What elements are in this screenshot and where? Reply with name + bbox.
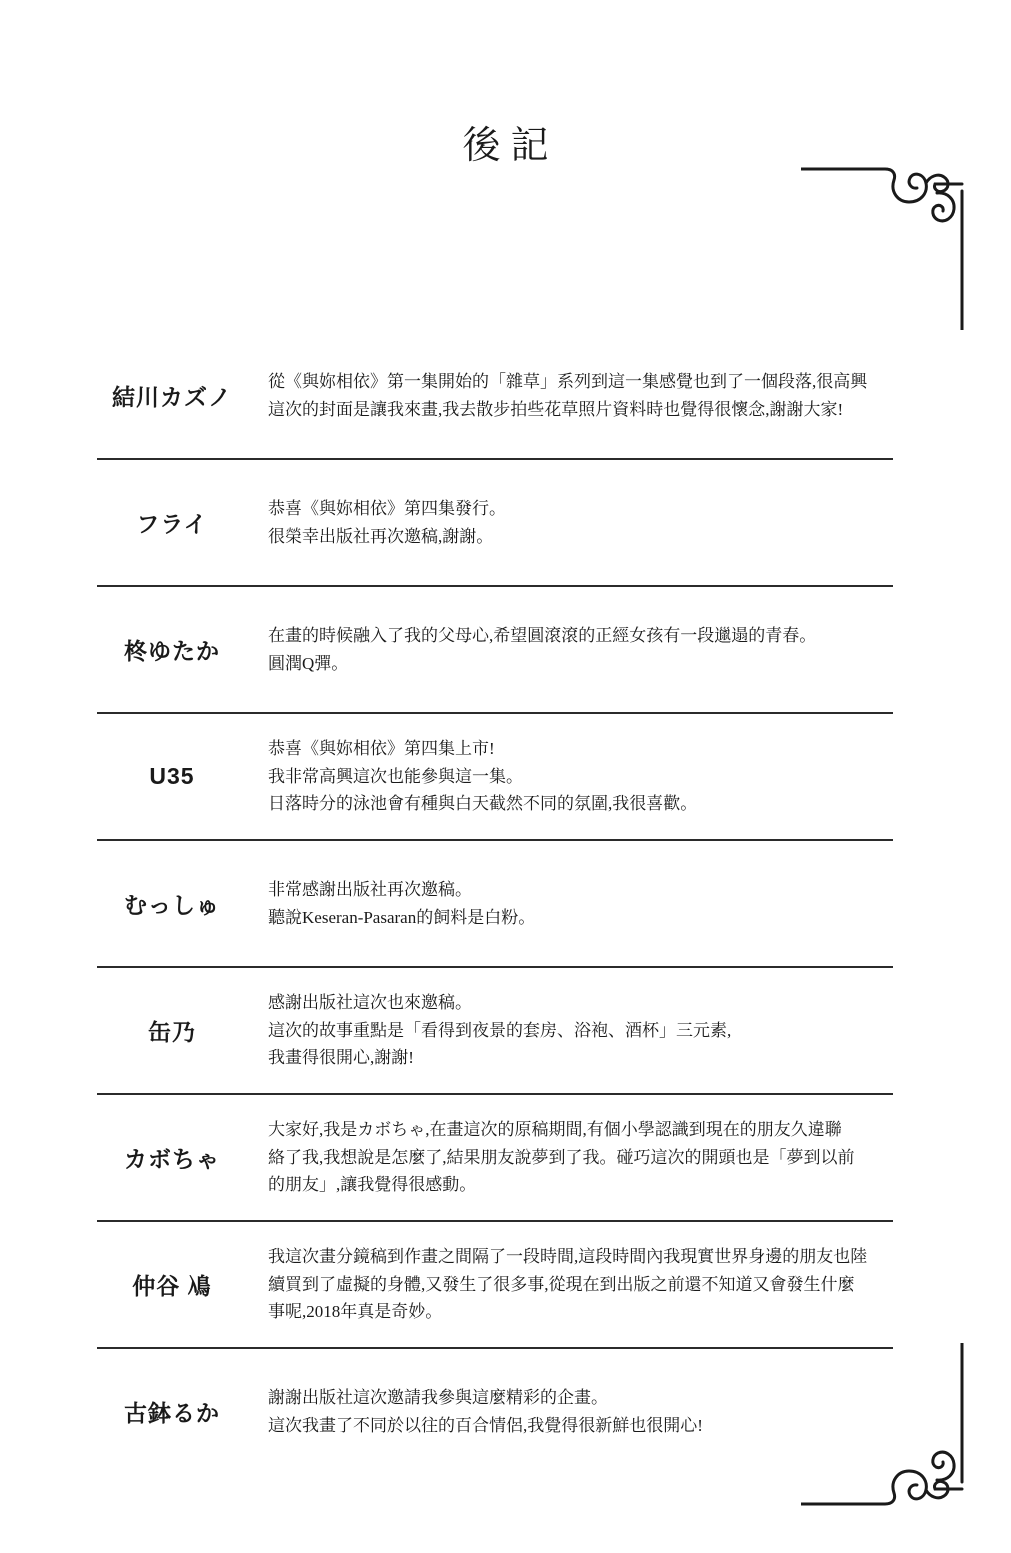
entry-row — [97, 1222, 893, 1349]
comment-line: 非常感謝出版社再次邀稿。 — [268, 880, 472, 899]
comment-line: 從《與妳相依》第一集開始的「雜草」系列到這一集感覺也到了一個段落,很高興 — [268, 372, 868, 391]
comment-line: 這次我畫了不同於以往的百合情侶,我覺得很新鮮也很開心! — [268, 1415, 703, 1435]
page-title: 後記 — [462, 125, 559, 167]
comment-line: 聽說Keseran-Pasaran的飼料是白粉。 — [268, 907, 536, 927]
author-comment — [247, 1243, 893, 1326]
entry-row — [97, 1349, 893, 1474]
comment-line: 圓潤Q彈。 — [268, 653, 349, 673]
comment-line: 感謝出版社這次也來邀稿。 — [268, 993, 472, 1013]
author-name: 仲谷 鳰 — [132, 1273, 212, 1299]
comment-line: 我這次畫分鏡稿到作畫之間隔了一段時間,這段時間內我現實世界身邊的朋友也陸 — [268, 1247, 868, 1267]
comment-line: 謝謝出版社這次邀請我參與這麼精彩的企畫。 — [268, 1388, 608, 1407]
comment-line: 在畫的時候融入了我的父母心,希望圓滾滾的正經女孩有一段邋遢的青春。 — [268, 626, 817, 645]
author-comment — [247, 495, 893, 550]
comment-line: 絡了我,我想說是怎麼了,結果朋友說夢到了我。碰巧這次的開頭也是「夢到以前 — [268, 1147, 855, 1167]
author-comment — [247, 1116, 893, 1199]
author-name: カボちゃ — [124, 1146, 220, 1172]
author-comment — [247, 735, 893, 818]
author-name: 結川カズノ — [112, 384, 232, 410]
author-name: 柊ゆたか — [124, 638, 220, 664]
entry-row — [97, 587, 893, 714]
comment-line: 這次的封面是讓我來畫,我去散步拍些花草照片資料時也覺得很懷念,謝謝大家! — [268, 399, 844, 419]
author-comment — [247, 1384, 893, 1439]
entry-row — [97, 333, 893, 460]
author-name: U35 — [149, 763, 195, 789]
comment-line: 我畫得很開心,謝謝! — [268, 1048, 414, 1068]
comment-line: 的朋友」,讓我覺得很感動。 — [268, 1175, 477, 1195]
entry-row — [97, 841, 893, 968]
comment-line: 很榮幸出版社再次邀稿,謝謝。 — [268, 526, 494, 546]
author-comment — [247, 989, 893, 1072]
author-comment — [247, 876, 893, 931]
author-comment — [247, 368, 893, 423]
comment-line: 恭喜《與妳相依》第四集上市! — [268, 739, 495, 759]
comment-line: 這次的故事重點是「看得到夜景的套房、浴袍、酒杯」三元素, — [268, 1020, 732, 1040]
author-name: 古鉢るか — [124, 1400, 220, 1426]
corner-flourish-icon — [801, 148, 973, 330]
comment-line: 大家好,我是カボちゃ,在畫這次的原稿期間,有個小學認識到現在的朋友久違聯 — [268, 1120, 842, 1140]
entry-row — [97, 460, 893, 587]
afterword-entries — [97, 333, 893, 1474]
author-name: フライ — [136, 511, 208, 537]
entry-row — [97, 1095, 893, 1222]
comment-line: 事呢,2018年真是奇妙。 — [268, 1302, 443, 1322]
comment-line: 我非常高興這次也能參與這一集。 — [268, 766, 523, 786]
entry-row — [97, 714, 893, 841]
author-name: 缶乃 — [148, 1019, 196, 1045]
comment-line: 日落時分的泳池會有種與白天截然不同的氛圍,我很喜歡。 — [268, 794, 698, 814]
comment-line: 續買到了虛擬的身體,又發生了很多事,從現在到出版之前還不知道又會發生什麼 — [268, 1274, 855, 1294]
comment-line: 恭喜《與妳相依》第四集發行。 — [268, 499, 506, 518]
entry-row — [97, 968, 893, 1095]
author-name: むっしゅ — [124, 892, 220, 918]
author-comment — [247, 622, 893, 677]
